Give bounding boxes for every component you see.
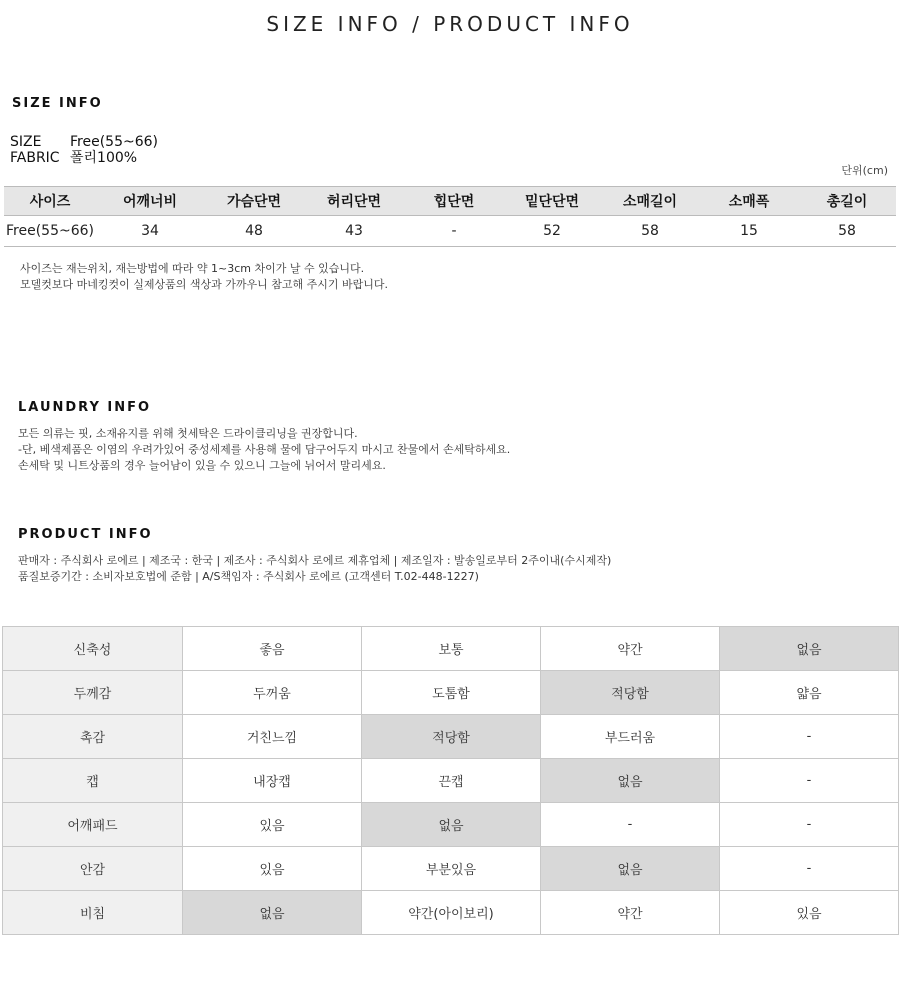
header-cell: 가슴단면 — [204, 187, 304, 216]
product-notes — [18, 553, 611, 585]
note-line: 품질보증기간 : 소비자보호법에 준함 | A/S책임자 : 주식회사 로에르 (고객센터 T.02-448-1227) — [18, 570, 479, 583]
table-cell: 48 — [204, 216, 304, 247]
table-cell: 43 — [304, 216, 404, 247]
property-option: 부분있음 — [362, 847, 541, 891]
size-info-title: SIZE INFO — [12, 96, 103, 111]
size-label: SIZE — [10, 134, 42, 150]
property-option: 있음 — [183, 803, 362, 847]
note-line: 사이즈는 재는위치, 재는방법에 따라 약 1~3cm 차이가 날 수 있습니다. — [20, 262, 365, 275]
property-option: 두꺼움 — [183, 671, 362, 715]
property-option-selected: 없음 — [720, 627, 899, 671]
note-line: 모델컷보다 마네킹컷이 실제상품의 색상과 가까우니 참고해 주시기 바랍니다. — [20, 278, 389, 291]
unit-label: 단위(cm) — [841, 164, 888, 177]
fabric-value: 폴리100% — [70, 150, 138, 166]
note-line: -단, 베색제품은 이염의 우려가있어 중성세제를 사용해 물에 담구어두지 마시고 찬물에서 손세탁하세요. — [18, 443, 511, 456]
table-cell: - — [404, 216, 504, 247]
header-cell: 사이즈 — [4, 187, 96, 216]
table-cell: 34 — [96, 216, 204, 247]
property-option-selected: 적당함 — [362, 715, 541, 759]
laundry-notes — [18, 426, 510, 474]
property-label: 두께감 — [3, 671, 183, 715]
fabric-row — [10, 150, 137, 166]
property-row — [3, 847, 899, 891]
size-notes — [20, 261, 388, 293]
header-cell: 소매폭 — [700, 187, 798, 216]
note-line: 판매자 : 주식회사 로에르 | 제조국 : 한국 | 제조사 : 주식회사 로에르 제휴업체 | 제조일자 : 발송일로부터 2주이내(수시제작) — [18, 554, 612, 567]
header-cell: 소매길이 — [600, 187, 700, 216]
property-row — [3, 715, 899, 759]
property-row — [3, 671, 899, 715]
header-cell: 밑단단면 — [504, 187, 600, 216]
property-option-selected: 없음 — [183, 891, 362, 935]
property-option: - — [720, 715, 899, 759]
property-option: 도톰함 — [362, 671, 541, 715]
size-value: Free(55~66) — [70, 134, 158, 150]
property-option: 부드러움 — [541, 715, 720, 759]
header-cell: 총길이 — [798, 187, 896, 216]
property-label: 캡 — [3, 759, 183, 803]
page-title: SIZE INFO / PRODUCT INFO — [266, 12, 634, 36]
property-option-selected: 없음 — [541, 759, 720, 803]
table-cell: 58 — [600, 216, 700, 247]
property-option: 있음 — [720, 891, 899, 935]
table-cell: 58 — [798, 216, 896, 247]
property-label: 신축성 — [3, 627, 183, 671]
size-table — [4, 186, 896, 247]
property-option: 보통 — [362, 627, 541, 671]
property-option-selected: 적당함 — [541, 671, 720, 715]
table-row — [4, 216, 896, 247]
table-cell: 15 — [700, 216, 798, 247]
property-option: 약간 — [541, 627, 720, 671]
size-row — [10, 134, 158, 150]
header-cell: 어깨너비 — [96, 187, 204, 216]
property-option: - — [720, 847, 899, 891]
property-option: - — [720, 803, 899, 847]
property-option: 내장캡 — [183, 759, 362, 803]
property-row — [3, 803, 899, 847]
property-option: 거친느낌 — [183, 715, 362, 759]
property-option: 얇음 — [720, 671, 899, 715]
table-cell: Free(55~66) — [4, 216, 96, 247]
property-option: - — [720, 759, 899, 803]
laundry-info-title: LAUNDRY INFO — [18, 400, 152, 415]
property-option: - — [541, 803, 720, 847]
table-cell: 52 — [504, 216, 600, 247]
header-cell: 힙단면 — [404, 187, 504, 216]
property-row — [3, 891, 899, 935]
property-label: 어깨패드 — [3, 803, 183, 847]
property-option: 약간 — [541, 891, 720, 935]
header-cell: 허리단면 — [304, 187, 404, 216]
note-line: 손세탁 및 니트상품의 경우 늘어남이 있을 수 있으니 그늘에 뉘어서 말리세요. — [18, 459, 386, 472]
product-info-title: PRODUCT INFO — [18, 527, 153, 542]
note-line: 모든 의류는 핏, 소재유지를 위해 첫세탁은 드라이클리닝을 권장합니다. — [18, 427, 358, 440]
property-option-selected: 없음 — [362, 803, 541, 847]
property-option: 끈캡 — [362, 759, 541, 803]
property-row — [3, 759, 899, 803]
property-label: 촉감 — [3, 715, 183, 759]
fabric-label: FABRIC — [10, 150, 60, 166]
property-option: 있음 — [183, 847, 362, 891]
property-label: 안감 — [3, 847, 183, 891]
property-option-selected: 없음 — [541, 847, 720, 891]
property-option: 좋음 — [183, 627, 362, 671]
property-label: 비침 — [3, 891, 183, 935]
property-option: 약간(아이보리) — [362, 891, 541, 935]
property-row — [3, 627, 899, 671]
size-table-header — [4, 187, 896, 216]
property-table — [2, 626, 899, 935]
